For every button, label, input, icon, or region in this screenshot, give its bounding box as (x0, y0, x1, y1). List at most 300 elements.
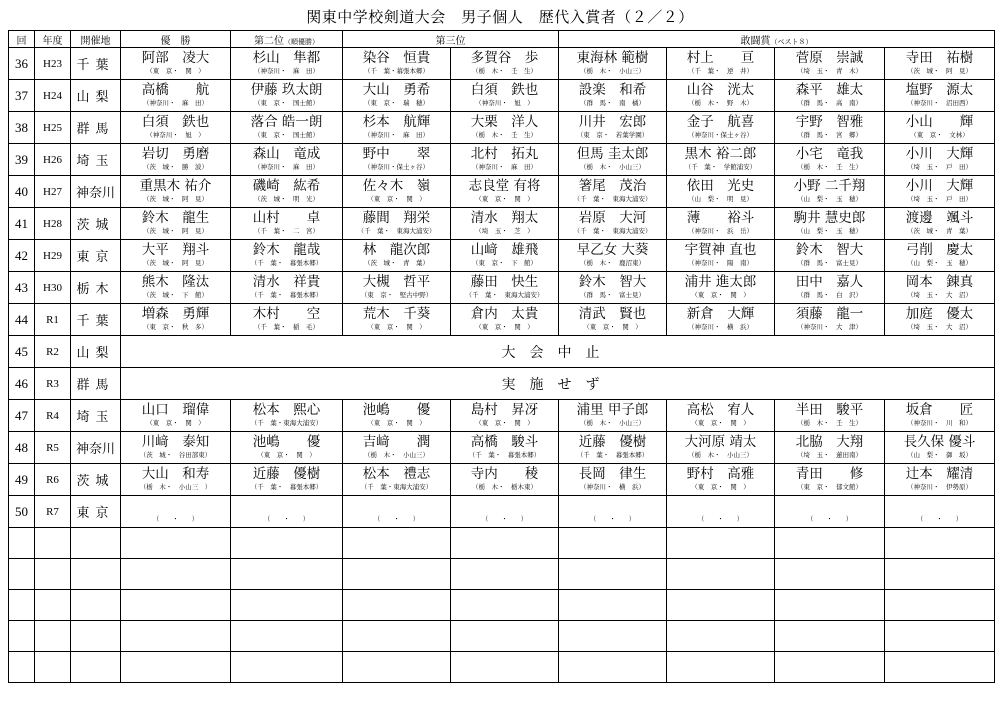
player-cell (121, 432, 231, 464)
player-cell (667, 240, 775, 272)
player-affiliation: （山 梨・ 明 見） (688, 195, 753, 203)
empty-cell (451, 559, 559, 590)
player-affiliation: （山 梨・ 玉 穂） (797, 195, 862, 203)
player-cell (121, 304, 231, 336)
empty-cell (121, 559, 231, 590)
player-cell (343, 80, 451, 112)
player-name: 浦井 進太郎 (684, 274, 757, 290)
player-affiliation: （千 葉・ 幕張本郷） (576, 451, 649, 459)
empty-cell (121, 528, 231, 559)
player-name: 島村 昇冴 (470, 402, 539, 418)
player-affiliation: （茨 城・ 下 館） (143, 291, 208, 299)
player-name: 荒木 千葵 (362, 306, 431, 322)
player-name: 村上 亘 (686, 50, 755, 66)
player-name: 池嶋 優 (252, 434, 321, 450)
empty-cell (451, 652, 559, 683)
player-name: 浦里 甲子郎 (576, 402, 649, 418)
row-number: 36 (9, 48, 35, 80)
player-name: 北脇 大翔 (795, 434, 864, 450)
player-affiliation: （茨 城・ 阿 見） (907, 67, 972, 75)
row-number: 44 (9, 304, 35, 336)
player-affiliation: （ ・ ） (263, 515, 310, 523)
player-name: 林 龍次郎 (362, 242, 431, 258)
player-name: 依田 光史 (686, 178, 755, 194)
player-name: 長岡 律生 (578, 466, 647, 482)
player-affiliation: （千 葉・ 幕張本郷） (250, 483, 323, 491)
player-name: 大山 和寿 (141, 466, 210, 482)
player-cell (451, 240, 559, 272)
player-affiliation: （茨 城・ 青 葉） (364, 259, 429, 267)
player-cell (231, 80, 343, 112)
player-affiliation: （群 馬・ 富士見） (797, 259, 862, 267)
row-year: R7 (35, 496, 71, 528)
player-name: 鈴木 龍哉 (252, 242, 321, 258)
empty-cell (231, 652, 343, 683)
player-cell (775, 176, 885, 208)
player-affiliation: （群 馬・ 白 沢） (797, 291, 862, 299)
player-cell (559, 112, 667, 144)
row-year: H23 (35, 48, 71, 80)
player-name: 寺田 祐樹 (905, 50, 974, 66)
player-cell (885, 80, 995, 112)
table-row (9, 336, 995, 368)
player-affiliation: （東 京・ 関 ） (475, 419, 534, 427)
row-venue: 山梨 (71, 80, 121, 112)
player-name: 松本 熙心 (252, 402, 321, 418)
player-cell (343, 48, 451, 80)
player-cell (885, 112, 995, 144)
table-row (9, 112, 995, 144)
player-cell (343, 240, 451, 272)
empty-cell (667, 528, 775, 559)
header-second: 第二位（順優勝） (231, 31, 343, 48)
player-name: 白須 鉄也 (470, 82, 539, 98)
table-row (9, 432, 995, 464)
player-affiliation: （神奈川・ 大 津） (797, 323, 862, 331)
player-affiliation: （埼 玉・ 大 沼） (907, 291, 972, 299)
row-year: H28 (35, 208, 71, 240)
row-year: R1 (35, 304, 71, 336)
player-name: 高松 宥人 (686, 402, 755, 418)
player-affiliation: （神奈川・ 麻 田） (254, 67, 319, 75)
player-cell (775, 144, 885, 176)
player-affiliation: （栃 木・ 小山三） (364, 451, 429, 459)
player-name: 鈴木 龍生 (141, 210, 210, 226)
player-name: 森平 雄太 (795, 82, 864, 98)
player-affiliation: （茨 城・ 阿 見） (143, 227, 208, 235)
player-affiliation: （千 葉・ 東海大浦安） (573, 195, 652, 203)
empty-cell (775, 590, 885, 621)
empty-cell (885, 559, 995, 590)
player-name: 多賀谷 歩 (470, 50, 539, 66)
row-message: 実施せず (121, 368, 995, 400)
player-cell (451, 144, 559, 176)
player-affiliation: （ ・ ） (152, 515, 199, 523)
row-venue: 東京 (71, 496, 121, 528)
player-affiliation: （ ・ ） (697, 515, 744, 523)
player-affiliation: （千 葉・ 東海大浦安） (573, 227, 652, 235)
player-name: 但馬 圭太郎 (576, 146, 649, 162)
empty-cell (71, 621, 121, 652)
player-affiliation: （東 京・ 国士館） (254, 99, 319, 107)
table-row (9, 144, 995, 176)
player-name: 弓削 慶太 (905, 242, 974, 258)
empty-cell (231, 621, 343, 652)
player-cell (667, 432, 775, 464)
table-row (9, 240, 995, 272)
player-affiliation: （栃 木・ 野 木） (688, 99, 753, 107)
player-affiliation: （神奈川・ 横 浜） (580, 483, 645, 491)
player-affiliation: （埼 玉・ 大 沼） (907, 323, 972, 331)
player-name: 川井 宏郎 (578, 114, 647, 130)
player-cell (559, 304, 667, 336)
empty-cell (775, 528, 885, 559)
player-cell (343, 272, 451, 304)
player-name: 藤田 快生 (470, 274, 539, 290)
row-message: 大会中止 (121, 336, 995, 368)
empty-cell (35, 652, 71, 683)
empty-cell (667, 652, 775, 683)
player-affiliation: （東 京・ 関 ） (583, 323, 642, 331)
player-cell (885, 304, 995, 336)
player-affiliation: （茨 城・ 阿 見） (143, 259, 208, 267)
player-name: 黒木 裕二郎 (684, 146, 757, 162)
player-affiliation: （東 京・ 瑞 穂） (364, 99, 429, 107)
player-cell (343, 400, 451, 432)
empty-cell (343, 590, 451, 621)
player-cell (885, 272, 995, 304)
player-affiliation: （神奈川・ 旭 ） (475, 99, 534, 107)
player-name: 伊藤 玖太朗 (250, 82, 323, 98)
player-cell (885, 48, 995, 80)
player-affiliation: （山 梨・ 玉 穂） (907, 259, 972, 267)
empty-cell (885, 590, 995, 621)
player-cell (343, 208, 451, 240)
player-affiliation: （東 京・ 下 館） (472, 259, 537, 267)
row-venue: 群馬 (71, 112, 121, 144)
player-cell (231, 112, 343, 144)
player-name: 吉﨑 潤 (362, 434, 431, 450)
empty-cell (451, 528, 559, 559)
player-name: 早乙女 大葵 (576, 242, 649, 258)
table-row (9, 80, 995, 112)
row-year: R6 (35, 464, 71, 496)
empty-row (9, 528, 995, 559)
player-affiliation: （千 葉・ 幕張本郷） (250, 259, 323, 267)
page-title: 関東中学校剣道大会 男子個人 歴代入賞者（２／２） (306, 8, 694, 26)
player-name: 倉内 太貴 (470, 306, 539, 322)
player-name: 清水 祥貴 (252, 274, 321, 290)
row-number: 45 (9, 336, 35, 368)
player-cell (451, 272, 559, 304)
empty-cell (559, 621, 667, 652)
player-name: 大栗 洋人 (470, 114, 539, 130)
empty-row (9, 559, 995, 590)
player-cell (451, 304, 559, 336)
player-name: 熊木 隆汰 (141, 274, 210, 290)
empty-cell (451, 590, 559, 621)
player-cell (885, 432, 995, 464)
player-affiliation: （千 葉・ 稲 毛） (254, 323, 319, 331)
player-affiliation: （埼 玉・ 蓮田南） (797, 451, 862, 459)
player-affiliation: （栃 木・ 小山三） (580, 163, 645, 171)
player-cell (343, 496, 451, 528)
player-affiliation: （ ・ ） (373, 515, 420, 523)
player-affiliation: （埼 玉・ 青 木） (797, 67, 862, 75)
player-name: 駒井 慧史郎 (793, 210, 866, 226)
player-affiliation: （東 京・ 若葉学園） (576, 131, 649, 139)
player-cell (121, 240, 231, 272)
player-affiliation: （東 京・ 関 ） (146, 419, 205, 427)
player-name: 箸尾 茂治 (578, 178, 647, 194)
player-affiliation: （群 馬・ 宮 郷） (797, 131, 862, 139)
player-affiliation: （千 葉・ 幕張本郷） (250, 291, 323, 299)
player-affiliation: （埼 玉・ 戸 田） (907, 163, 972, 171)
player-name: 近藤 優樹 (252, 466, 321, 482)
player-name: 阿部 凌大 (141, 50, 210, 66)
row-year: H26 (35, 144, 71, 176)
player-cell (559, 144, 667, 176)
player-affiliation: （茨 城・ 明 光） (254, 195, 319, 203)
player-name: 白須 鉄也 (141, 114, 210, 130)
player-name: 落合 皓一朗 (250, 114, 323, 130)
empty-cell (71, 652, 121, 683)
player-cell (231, 176, 343, 208)
player-name: 塩野 源太 (905, 82, 974, 98)
player-affiliation: （千 葉・ 東海大浦安） (357, 227, 436, 235)
player-name (559, 497, 666, 515)
player-cell (343, 464, 451, 496)
row-venue: 茨城 (71, 464, 121, 496)
player-affiliation: （千 葉・幕張本郷） (364, 67, 429, 75)
player-affiliation: （東 京・ 関 ） (146, 67, 205, 75)
player-name: 杉山 隼都 (252, 50, 321, 66)
row-year: H27 (35, 176, 71, 208)
player-affiliation: （東 京・ 関 ） (367, 323, 426, 331)
row-number: 48 (9, 432, 35, 464)
player-name: 鈴木 智大 (578, 274, 647, 290)
empty-cell (343, 652, 451, 683)
player-name: 志良堂 有将 (468, 178, 541, 194)
player-affiliation: （神奈川・ 陽 南） (688, 259, 753, 267)
table-row (9, 368, 995, 400)
player-name: 宇賀神 直也 (684, 242, 757, 258)
player-affiliation: （栃 木・ 小山三） (580, 67, 645, 75)
player-cell (231, 144, 343, 176)
player-name: 高橋 航 (141, 82, 210, 98)
player-cell (343, 304, 451, 336)
empty-cell (121, 590, 231, 621)
player-affiliation: （神奈川・ 沼田西） (907, 99, 972, 107)
player-affiliation: （東 京・ 関 ） (257, 451, 316, 459)
empty-cell (231, 590, 343, 621)
player-name: 岡本 錬真 (905, 274, 974, 290)
player-name: 薄 裕斗 (686, 210, 755, 226)
player-name: 山村 卓 (252, 210, 321, 226)
player-cell (121, 208, 231, 240)
header-venue: 開催地 (71, 31, 121, 48)
player-cell (667, 176, 775, 208)
player-cell (231, 272, 343, 304)
player-name: 高橋 駿斗 (470, 434, 539, 450)
player-cell (775, 304, 885, 336)
player-affiliation: （東 京・ 関 ） (475, 195, 534, 203)
player-cell (885, 496, 995, 528)
empty-cell (9, 559, 35, 590)
player-cell (121, 144, 231, 176)
empty-cell (35, 621, 71, 652)
player-affiliation: （栃 木・ 小山三） (688, 451, 753, 459)
player-affiliation: （群 馬・ 富士見） (580, 291, 645, 299)
player-cell (451, 400, 559, 432)
empty-cell (231, 528, 343, 559)
empty-cell (885, 652, 995, 683)
player-cell (559, 240, 667, 272)
player-cell (559, 176, 667, 208)
empty-cell (775, 559, 885, 590)
player-affiliation: （ ・ ） (589, 515, 636, 523)
player-name: 増森 勇輝 (141, 306, 210, 322)
player-cell (885, 400, 995, 432)
empty-cell (9, 590, 35, 621)
player-name: 寺内 稜 (470, 466, 539, 482)
player-cell (231, 432, 343, 464)
player-cell (231, 48, 343, 80)
player-affiliation: （栃 木・ 壬 生） (472, 67, 537, 75)
player-affiliation: （茨 城・ 勝 波） (143, 163, 208, 171)
player-name: 鈴木 智大 (795, 242, 864, 258)
row-year: H25 (35, 112, 71, 144)
row-number: 46 (9, 368, 35, 400)
player-name: 岩原 大河 (578, 210, 647, 226)
player-cell (559, 80, 667, 112)
player-name: 清武 賢也 (578, 306, 647, 322)
player-cell (775, 432, 885, 464)
row-year: R4 (35, 400, 71, 432)
player-cell (451, 48, 559, 80)
empty-cell (71, 559, 121, 590)
empty-cell (667, 590, 775, 621)
empty-cell (231, 559, 343, 590)
player-cell (667, 496, 775, 528)
empty-cell (35, 528, 71, 559)
player-name: 重黒木 祐介 (139, 178, 212, 194)
player-cell (885, 208, 995, 240)
player-affiliation: （東 京・ 関 ） (691, 483, 750, 491)
player-cell (559, 496, 667, 528)
empty-cell (885, 621, 995, 652)
player-affiliation: （栃 木・ 小山三 ） (139, 483, 212, 491)
player-cell (231, 400, 343, 432)
row-venue: 山梨 (71, 336, 121, 368)
row-venue: 栃木 (71, 272, 121, 304)
player-affiliation: （千 葉・ 東海大浦安） (465, 291, 544, 299)
player-affiliation: （茨 城・ 阿 見） (143, 195, 208, 203)
table-row (9, 400, 995, 432)
player-name: 辻本 耀清 (905, 466, 974, 482)
header-kai: 回 (9, 31, 35, 48)
player-affiliation: （栃 木・ 壬 生） (797, 163, 862, 171)
player-name: 清水 翔太 (470, 210, 539, 226)
row-number: 43 (9, 272, 35, 304)
player-name: 大槻 哲平 (362, 274, 431, 290)
player-name: 野村 高雅 (686, 466, 755, 482)
player-cell (885, 464, 995, 496)
player-affiliation: （神奈川・ 浜 岳） (688, 227, 753, 235)
empty-cell (559, 652, 667, 683)
player-cell (343, 432, 451, 464)
header-winner: 優 勝 (121, 31, 231, 48)
row-number: 49 (9, 464, 35, 496)
player-name: 坂倉 匠 (905, 402, 974, 418)
player-cell (231, 208, 343, 240)
player-name: 田中 嘉人 (795, 274, 864, 290)
player-cell (451, 432, 559, 464)
empty-row (9, 652, 995, 683)
player-affiliation: （千 葉・東海大浦安） (360, 483, 433, 491)
table-row (9, 272, 995, 304)
empty-cell (343, 559, 451, 590)
player-cell (667, 400, 775, 432)
player-name: 小川 大輝 (905, 178, 974, 194)
player-name: 池嶋 優 (362, 402, 431, 418)
player-name: 木村 空 (252, 306, 321, 322)
player-affiliation: （東 京・ 国士館） (254, 131, 319, 139)
player-affiliation: （茨 城・ 谷田部東） (139, 451, 212, 459)
player-affiliation: （東 京・ 郁文館） (797, 483, 862, 491)
empty-cell (71, 528, 121, 559)
player-name: 山﨑 雄飛 (470, 242, 539, 258)
row-year: H29 (35, 240, 71, 272)
player-affiliation: （東 京・ 堅古中野） (360, 291, 433, 299)
player-name: 須藤 龍一 (795, 306, 864, 322)
empty-cell (559, 590, 667, 621)
player-cell (667, 272, 775, 304)
player-affiliation: （栃 木・ 鹿沼東） (580, 259, 645, 267)
player-cell (231, 464, 343, 496)
player-affiliation: （東 京・ 関 ） (691, 291, 750, 299)
player-cell (451, 176, 559, 208)
player-affiliation: （神奈川・ 川 和） (907, 419, 972, 427)
player-cell (121, 496, 231, 528)
player-affiliation: （神奈川・ 麻 田） (472, 163, 537, 171)
player-affiliation: （ ・ ） (806, 515, 853, 523)
player-affiliation: （栃 木・ 壬 生） (797, 419, 862, 427)
player-cell (559, 272, 667, 304)
player-affiliation: （神奈川・保土ヶ谷） (364, 163, 429, 171)
player-name: 宇野 智雅 (795, 114, 864, 130)
player-cell (775, 48, 885, 80)
player-cell (343, 144, 451, 176)
empty-cell (667, 621, 775, 652)
player-affiliation: （ ・ ） (481, 515, 528, 523)
player-affiliation: （神奈川・ 麻 田） (364, 131, 429, 139)
row-venue: 東京 (71, 240, 121, 272)
player-affiliation: （神奈川・ 横 浜） (688, 323, 753, 331)
player-cell (451, 208, 559, 240)
player-name: 佐々木 嶺 (362, 178, 431, 194)
player-name: 岩切 勇磨 (141, 146, 210, 162)
player-affiliation: （千 葉・ 学館浦安） (684, 163, 757, 171)
player-cell (775, 464, 885, 496)
player-cell (231, 304, 343, 336)
row-venue: 千葉 (71, 304, 121, 336)
player-name: 山口 瑠偉 (141, 402, 210, 418)
player-cell (121, 80, 231, 112)
empty-cell (343, 621, 451, 652)
player-affiliation: （埼 玉・ 芝 ） (475, 227, 534, 235)
row-venue: 千葉 (71, 48, 121, 80)
